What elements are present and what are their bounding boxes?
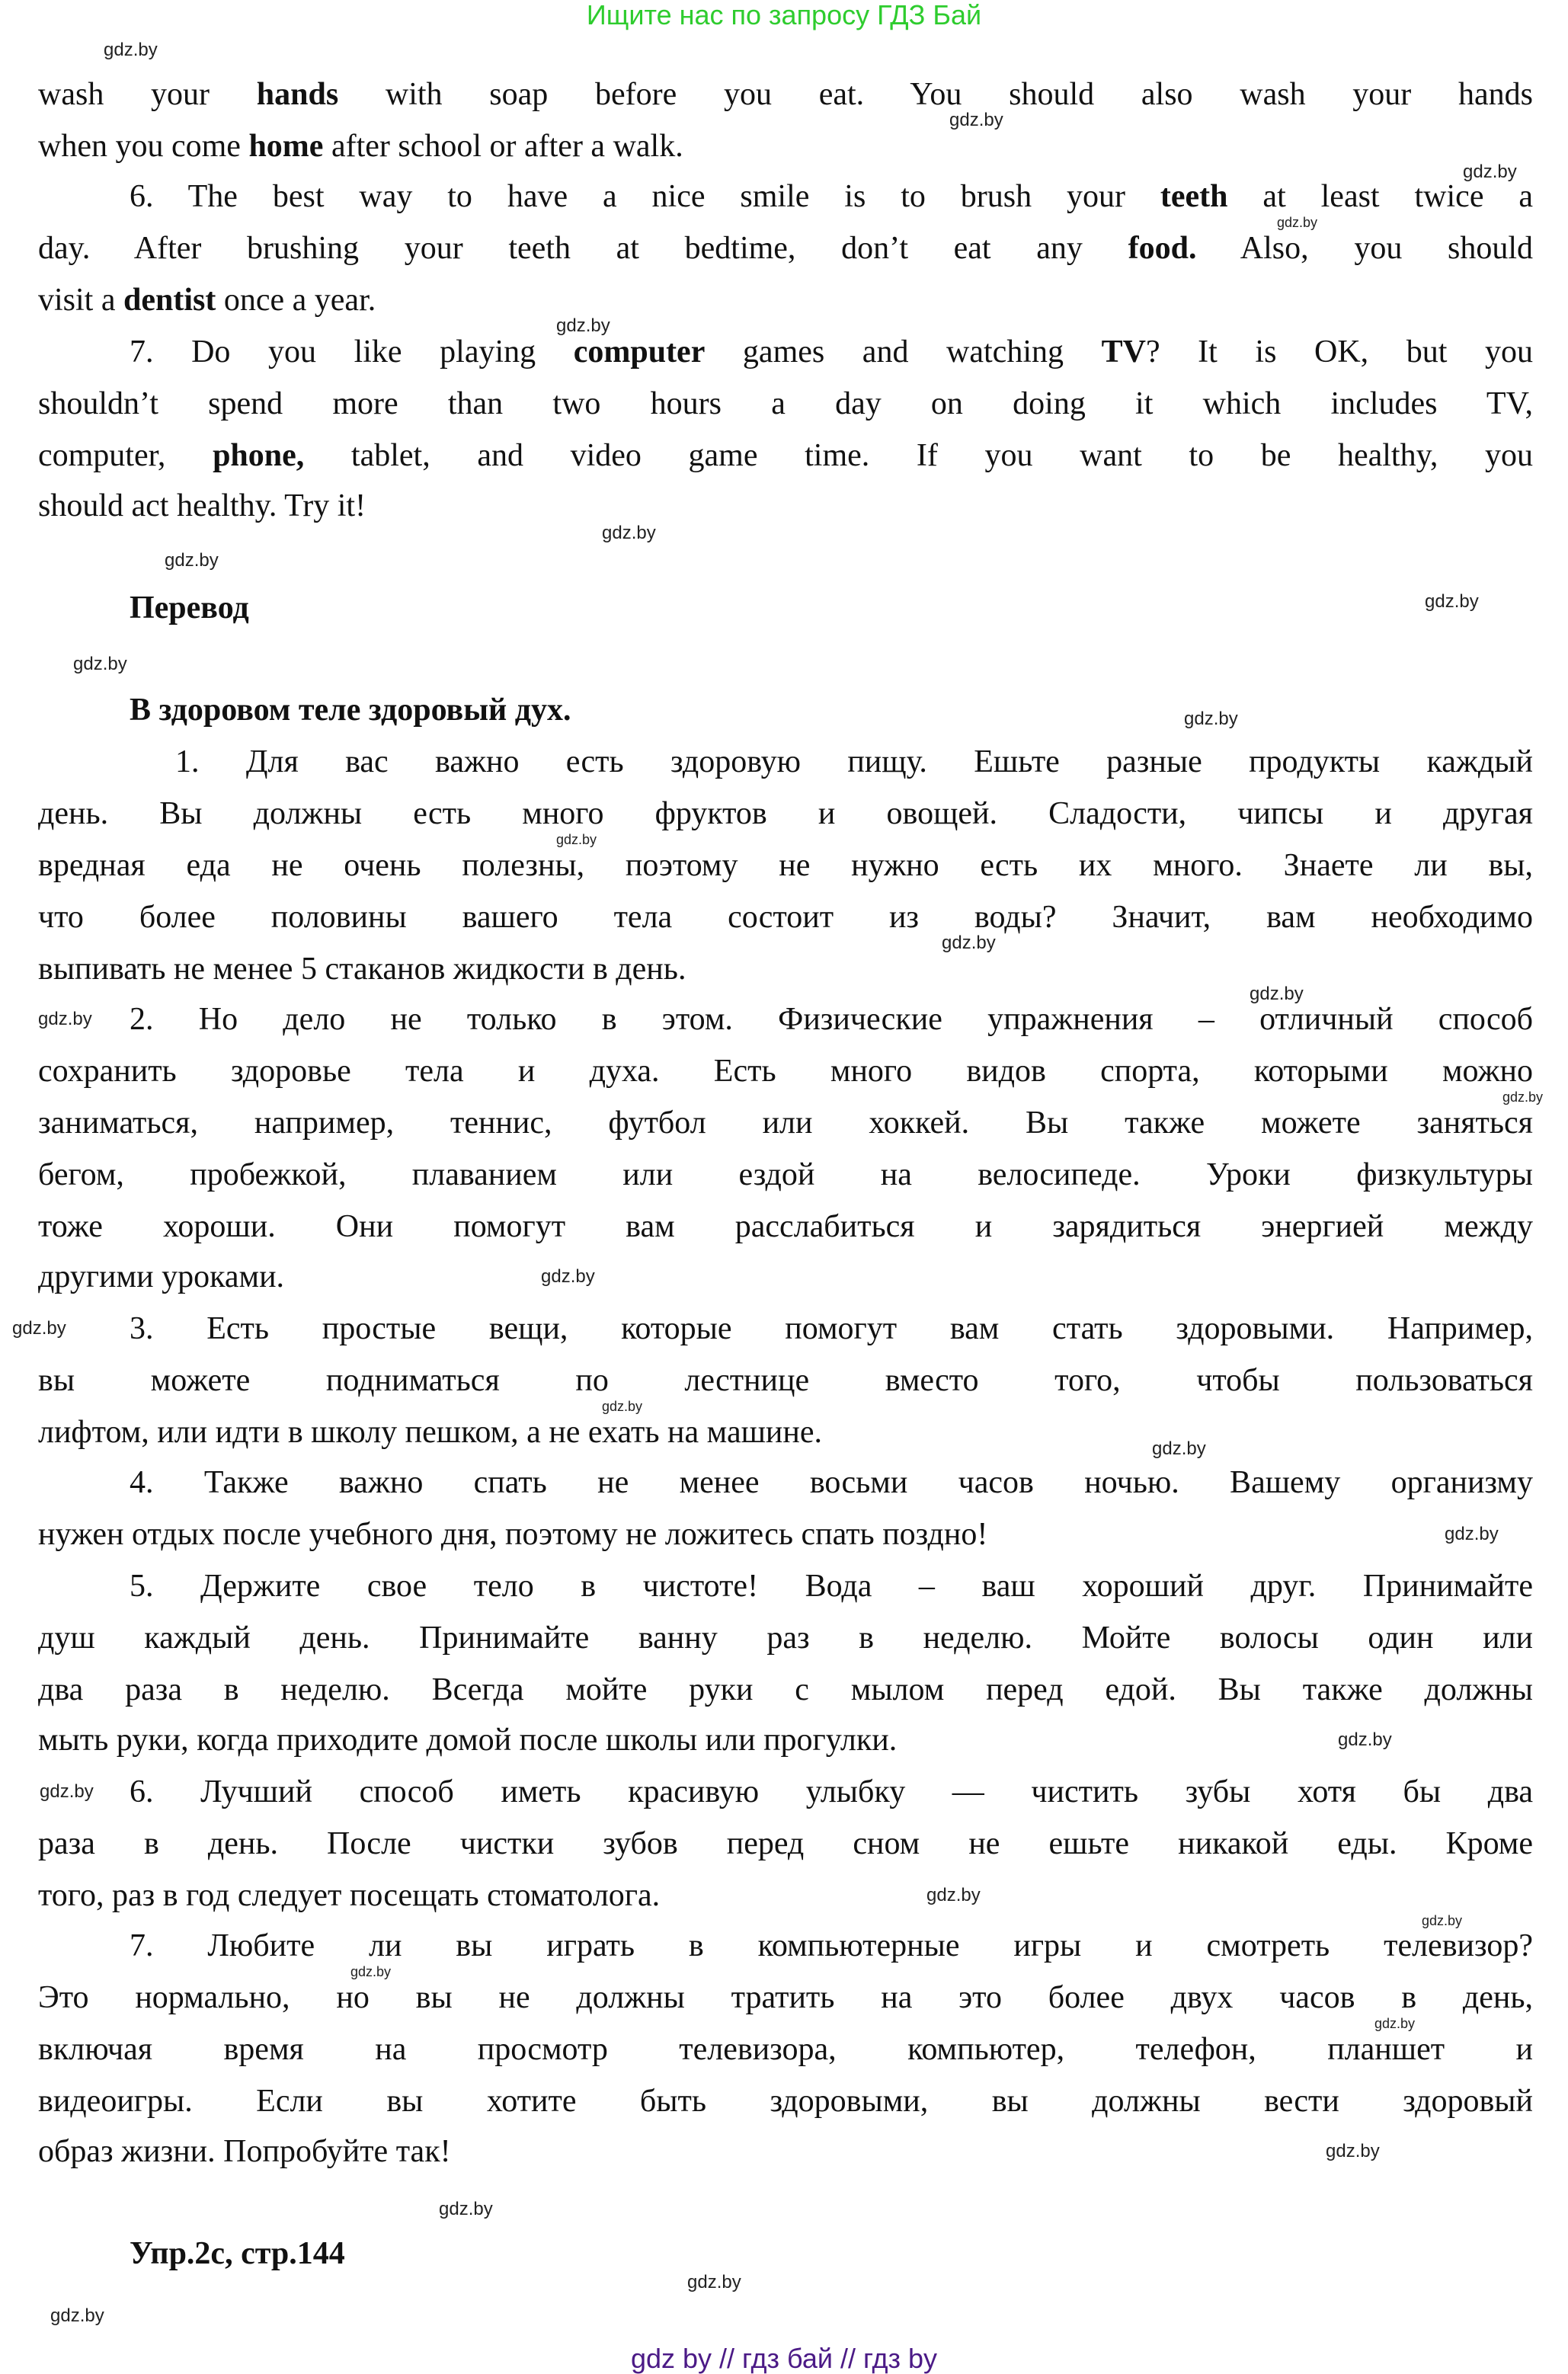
text-segment: 4. Также важно спать не менее восьми часов ночью. Вашему организму: [130, 1465, 1533, 1500]
text-line: [38, 1054, 1533, 1088]
text-segment: shouldn’t spend more than two hours a day on doing it which includes TV,: [38, 386, 1533, 421]
bold-keyword: home: [248, 129, 324, 164]
text-line: [38, 1723, 1533, 1757]
text-segment: Это нормально, но вы не должны тратить на это более двух часов в день,: [38, 1980, 1533, 2015]
bold-keyword: computer: [573, 334, 706, 370]
watermark: gdz.by: [1502, 1089, 1544, 1105]
watermark: gdz.by: [687, 2272, 741, 2292]
exercise-heading: Упр.2c, стр.144: [130, 2236, 345, 2271]
text-segment: visit a: [38, 283, 123, 318]
text-segment: once a year.: [216, 283, 376, 318]
text-segment: 2. Но дело не только в этом. Физические упражнения – отличный способ: [130, 1002, 1533, 1037]
watermark: gdz.by: [1463, 162, 1517, 182]
text-line: [38, 1210, 1533, 1243]
text-segment: 7. Do you like playing: [130, 334, 574, 370]
text-line: [38, 1518, 1533, 1551]
text-segment: 5. Держите свое тело в чистоте! Вода – ваш хороший друг. Принимайте: [130, 1569, 1533, 1604]
text-segment: лифтом, или идти в школу пешком, а не ехать на машине.: [38, 1415, 823, 1450]
text-line: [130, 1775, 1533, 1809]
text-line: [38, 387, 1533, 421]
text-line: [38, 489, 1533, 523]
text-segment: образ жизни. Попробуйте так!: [38, 2134, 451, 2169]
watermark: gdz.by: [1425, 591, 1479, 612]
text-segment: другими уроками.: [38, 1259, 285, 1294]
watermark: gdz.by: [602, 1399, 643, 1414]
watermark: gdz.by: [38, 1009, 92, 1029]
watermark: gdz.by: [1374, 2016, 1416, 2031]
text-segment: душ каждый день. Принимайте ванну раз в неделю. Мойте волосы один или: [38, 1621, 1533, 1656]
watermark: gdz.by: [439, 2199, 493, 2219]
text-segment: when you come: [38, 129, 249, 164]
text-line: [38, 952, 1533, 986]
text-segment: тоже хороши. Они помогут вам расслабиться и зарядиться энергией между: [38, 1209, 1533, 1244]
watermark: gdz.by: [926, 1885, 981, 1905]
text-line: [38, 2084, 1533, 2118]
watermark: gdz.by: [40, 1781, 94, 1802]
text-segment: день. Вы должны есть много фруктов и овощей. Сладости, чипсы и другая: [38, 796, 1533, 831]
text-line: [130, 1003, 1533, 1036]
text-line: [38, 1621, 1533, 1655]
watermark: gdz.by: [1422, 1913, 1463, 1928]
text-line: [38, 1827, 1533, 1860]
text-segment: games and watching: [705, 334, 1102, 370]
watermark: gdz.by: [541, 1266, 595, 1287]
text-segment: того, раз в год следует посещать стоматолога.: [38, 1878, 661, 1913]
text-line: [130, 1466, 1533, 1499]
watermark: gdz.by: [1326, 2141, 1380, 2161]
text-segment: выпивать не менее 5 стаканов жидкости в день.: [38, 952, 686, 987]
text-segment: 7. Любите ли вы играть в компьютерные игры и смотреть телевизор?: [130, 1928, 1533, 1963]
bold-keyword: food.: [1128, 231, 1197, 266]
text-line: [38, 1364, 1533, 1397]
text-line: [38, 1879, 1533, 1912]
text-line: [38, 1981, 1533, 2014]
search-banner[interactable]: Ищите нас по запросу ГДЗ Бай: [586, 0, 982, 30]
text-segment: включая время на просмотр телевизора, компьютер, телефон, планшет и: [38, 2032, 1533, 2067]
text-line: [38, 1260, 1533, 1294]
text-line: [130, 1929, 1533, 1963]
text-line: [38, 439, 1533, 472]
text-segment: 6. Лучший способ иметь красивую улыбку — чистить зубы хотя бы два: [130, 1774, 1533, 1809]
text-line: [38, 2033, 1533, 2066]
text-line: [38, 797, 1533, 830]
text-line: [38, 283, 1533, 317]
text-segment: 6. The best way to have a nice smile is to brush your: [130, 179, 1160, 214]
text-segment: computer,: [38, 438, 213, 473]
watermark: gdz.by: [942, 933, 996, 953]
text-segment: ? It is OK, but you: [1145, 334, 1533, 370]
watermark: gdz.by: [602, 523, 656, 543]
text-line: [38, 78, 1533, 111]
text-segment: сохранить здоровье тела и духа. Есть много видов спорта, которыми можно: [38, 1054, 1533, 1089]
text-line: [38, 1106, 1533, 1140]
watermark: gdz.by: [1184, 709, 1238, 729]
watermark: gdz.by: [165, 550, 219, 571]
watermark: gdz.by: [50, 2305, 104, 2326]
watermark: gdz.by: [1250, 984, 1304, 1004]
bold-keyword: hands: [256, 77, 339, 112]
text-line: [38, 130, 1533, 163]
text-segment: tablet, and video game time. If you want to be healthy, you: [304, 438, 1533, 473]
watermark: gdz.by: [350, 1964, 392, 1979]
bold-keyword: TV: [1101, 334, 1146, 370]
text-segment: заниматься, например, теннис, футбол или хоккей. Вы также можете заняться: [38, 1105, 1533, 1141]
text-line: [38, 232, 1533, 265]
text-segment: Also, you should: [1196, 231, 1533, 266]
text-line: [175, 745, 1533, 779]
text-line: [130, 335, 1533, 369]
text-segment: что более половины вашего тела состоит из воды? Значит, вам необходимо: [38, 900, 1533, 935]
text-segment: after school or after a walk.: [323, 129, 683, 164]
bold-keyword: phone,: [213, 438, 305, 473]
footer-links[interactable]: gdz by // гдз бай // гдз by: [630, 2343, 938, 2374]
text-segment: бегом, пробежкой, плаванием или ездой на велосипеде. Уроки физкультуры: [38, 1157, 1533, 1192]
bold-keyword: teeth: [1160, 179, 1228, 214]
watermark: gdz.by: [556, 832, 597, 847]
text-segment: 3. Есть простые вещи, которые помогут вам стать здоровыми. Например,: [130, 1311, 1533, 1346]
text-segment: should act healthy. Try it!: [38, 488, 366, 523]
text-line: [38, 2135, 1533, 2168]
text-segment: два раза в неделю. Всегда мойте руки с мылом перед едой. Вы также должны: [38, 1672, 1533, 1707]
text-line: [130, 180, 1533, 213]
text-line: [130, 1569, 1533, 1603]
text-segment: нужен отдых после учебного дня, поэтому не ложитесь спать поздно!: [38, 1517, 988, 1552]
text-segment: раза в день. После чистки зубов перед сном не ешьте никакой еды. Кроме: [38, 1826, 1533, 1861]
text-segment: вредная еда не очень полезны, поэтому не нужно есть их много. Знаете ли вы,: [38, 848, 1533, 883]
watermark: gdz.by: [556, 315, 610, 336]
watermark: gdz.by: [1338, 1729, 1392, 1750]
text-line: [38, 849, 1533, 882]
text-line: [38, 901, 1533, 934]
text-line: [38, 1416, 1533, 1449]
text-segment: day. After brushing your teeth at bedtime, don’t eat any: [38, 231, 1128, 266]
text-line: [130, 1312, 1533, 1345]
text-segment: with soap before you eat. You should also wash your hands: [338, 77, 1533, 112]
watermark: gdz.by: [949, 110, 1003, 130]
text-line: [38, 1673, 1533, 1707]
watermark: gdz.by: [73, 654, 127, 674]
text-segment: видеоигры. Если вы хотите быть здоровыми, вы должны вести здоровый: [38, 2084, 1533, 2119]
watermark: gdz.by: [1445, 1524, 1499, 1544]
text-segment: wash your: [38, 77, 257, 112]
text-segment: at least twice a: [1227, 179, 1533, 214]
text-segment: 1. Для вас важно есть здоровую пищу. Ешьте разные продукты каждый: [175, 744, 1533, 779]
text-line: [38, 1158, 1533, 1192]
watermark: gdz.by: [104, 40, 158, 60]
text-segment: вы можете подниматься по лестнице вместо того, чтобы пользоваться: [38, 1363, 1533, 1398]
watermark: gdz.by: [1277, 215, 1318, 230]
translation-heading: Перевод: [130, 590, 249, 625]
translation-title: В здоровом теле здоровый дух.: [130, 693, 571, 728]
text-segment: мыть руки, когда приходите домой после школы или прогулки.: [38, 1723, 898, 1758]
watermark: gdz.by: [12, 1318, 66, 1339]
bold-keyword: dentist: [123, 283, 216, 318]
watermark: gdz.by: [1152, 1438, 1206, 1459]
